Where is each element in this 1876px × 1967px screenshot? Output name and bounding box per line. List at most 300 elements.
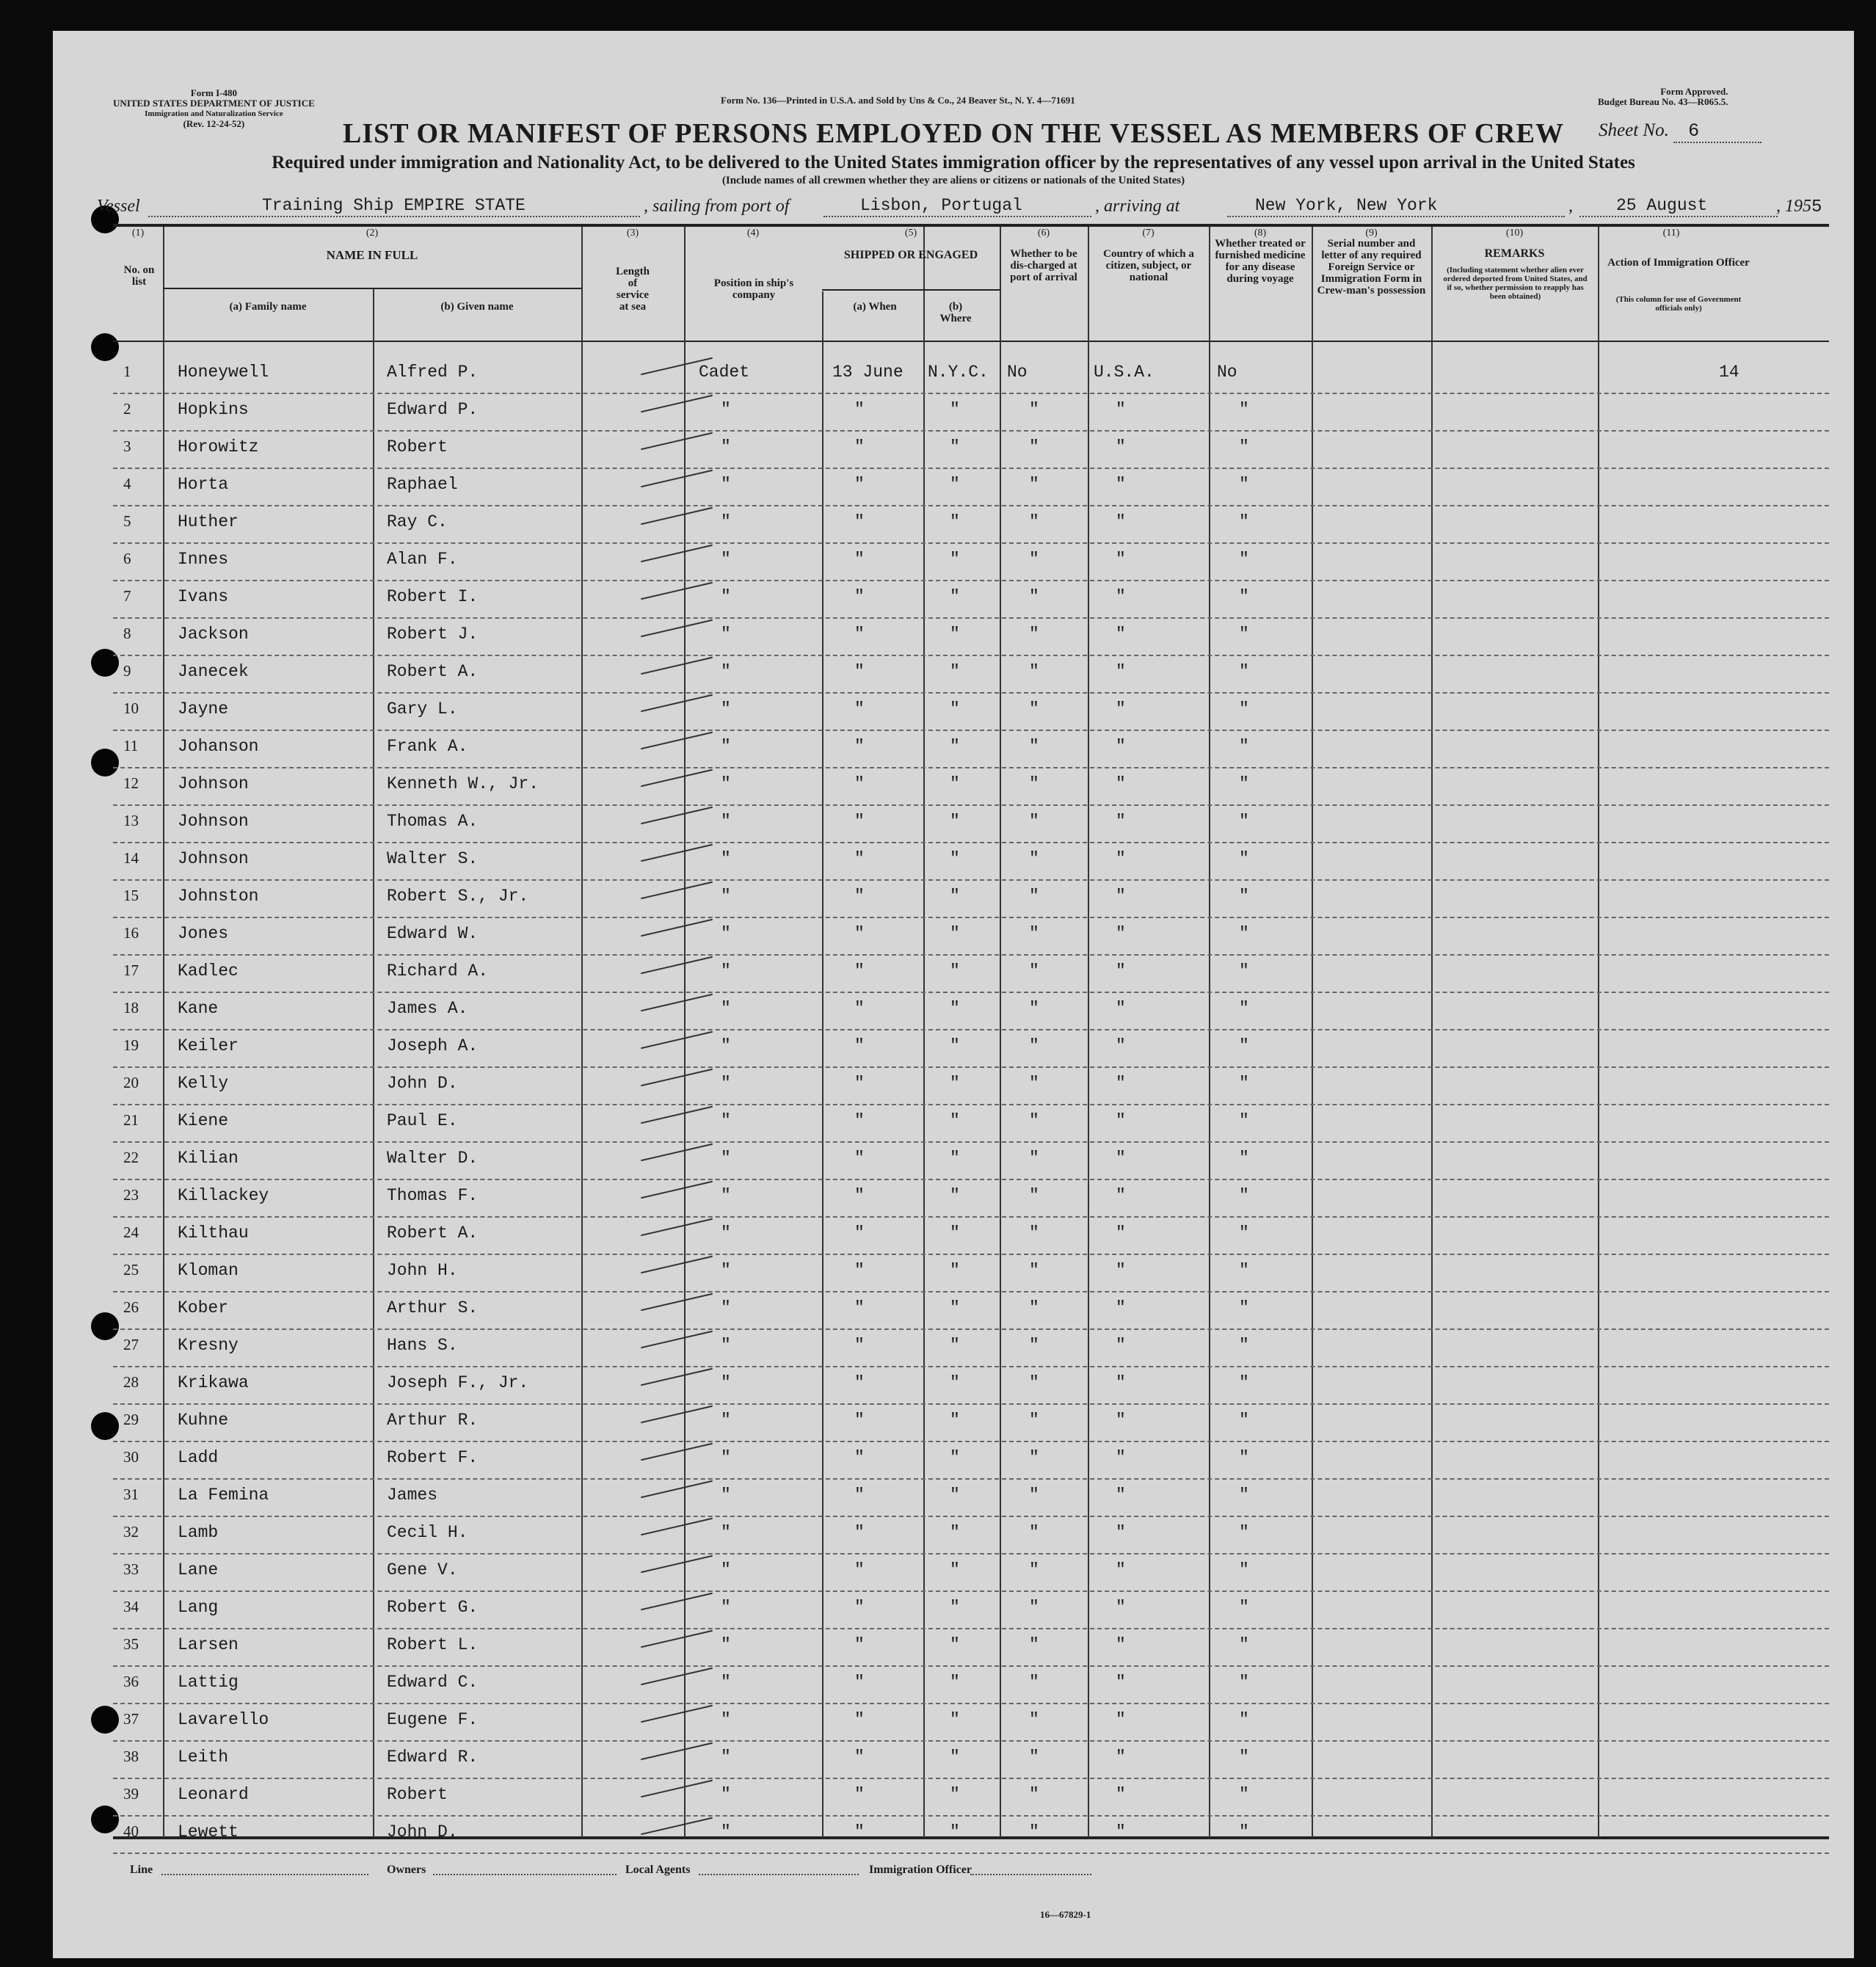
table-row [113, 1590, 1829, 1629]
given-name: Alan F. [387, 550, 458, 569]
shipped-where: " [950, 1598, 960, 1617]
country: " [1116, 1111, 1126, 1130]
col-no-on-list: No. on list [123, 264, 155, 288]
family-name: Honeywell [178, 363, 269, 382]
table-row [113, 355, 1829, 394]
row-number: 37 [123, 1710, 139, 1728]
shipped-where: " [950, 961, 960, 981]
service-check-mark [641, 545, 713, 562]
discharged: " [1029, 699, 1039, 719]
family-name: Horta [178, 475, 229, 494]
table-row [113, 992, 1829, 1030]
family-name: La Femina [178, 1486, 269, 1505]
treated: " [1239, 1598, 1249, 1617]
given-name: Thomas F. [387, 1186, 479, 1205]
row-number: 36 [123, 1673, 139, 1690]
given-name: Ray C. [387, 512, 448, 531]
service-check-mark [641, 1668, 713, 1685]
position: Cadet [699, 363, 750, 382]
shipped-when: " [854, 887, 865, 906]
table-row [113, 1403, 1829, 1442]
table-row [113, 804, 1829, 843]
service-check-mark [641, 1181, 713, 1199]
given-name: Robert A. [387, 662, 479, 681]
position: " [721, 625, 731, 644]
family-name: Keiler [178, 1036, 239, 1055]
discharged: " [1029, 437, 1039, 457]
shipped-when: 13 June [832, 363, 904, 382]
shipped-when: " [854, 849, 865, 868]
table-row [113, 1104, 1829, 1143]
row-number: 5 [123, 512, 131, 530]
given-name: Paul E. [387, 1111, 458, 1130]
table-row [113, 730, 1829, 768]
country: " [1116, 1673, 1126, 1692]
shipped-when: " [854, 961, 865, 981]
row-number: 20 [123, 1074, 139, 1091]
discharged: " [1029, 924, 1039, 943]
country: " [1116, 961, 1126, 981]
position: " [721, 475, 731, 494]
service-check-mark [641, 1593, 713, 1610]
col-country: Country of which a citizen, subject, or national [1103, 248, 1194, 283]
shipped-where: " [950, 437, 960, 457]
service-check-mark [641, 432, 713, 450]
row-number: 34 [123, 1598, 139, 1615]
shipped-where: " [950, 1486, 960, 1505]
table-row [113, 1703, 1829, 1742]
country: " [1116, 1748, 1126, 1767]
treated: No [1217, 363, 1237, 382]
table-row [113, 1441, 1829, 1480]
country: " [1116, 512, 1126, 531]
discharged: " [1029, 1748, 1039, 1767]
service-check-mark [641, 1630, 713, 1648]
shipped-where: " [950, 812, 960, 831]
treated: " [1239, 1822, 1249, 1841]
given-name: Robert F. [387, 1448, 479, 1467]
table-row [113, 1740, 1829, 1779]
table-row [113, 1328, 1829, 1367]
treated: " [1239, 512, 1249, 531]
discharged: " [1029, 1448, 1039, 1467]
treated: " [1239, 849, 1249, 868]
manifest-sheet: Form I-480 UNITED STATES DEPARTMENT OF JUSTICE Immigration and Naturalization Service (Rev. 12-24-52) Form No. 136—Printed in U.S.A. and Sold by Uns & Co., 24 Beaver St., N. Y. 4—71691 Form Approved. Budget Bureau No. 43—R065.5. LIST OR MANIFEST OF PERSONS EMPLOYED ON THE VESSEL AS MEMBERS OF CREW Sheet No. 6 Required under immigration and Nationality Act, to be delivered to the United States immigration officer by the representatives of any vessel upon arrival in the United States (Include names of all crewmen whether they are aliens or citizens or nationals of the United States) Vessel Training Ship EMPIRE STATE , sailing from port of Lisbon, Portugal , arriving at New York, New York , 25 August , 1955 (1) (2) (3) (4) (5) (6) (7) (8) (9) (10) (11) No. on list NAME IN FULL (a) Family name (b) Given name Length of service at sea Position in ship's company SHIPPED OR ENGAGED (a) When (b) Where Whether to be dis-charged at port of arrival Country of which a citizen, subject, or national Whether treated or furnished medicine for any disease during voyage Serial number and letter of any required Foreign Service or Immigration Form in Crew-man's possession REMARKS (Including statement whether alien ever ordered deported from United States, and if so, whether permission to reapply has been obtained) Action of Immigration Officer (This column for use of Government officials only) 1 Honeywell Alfred P. Cadet 13 June N.Y.C. No U.S.A. No 14 2 Hopkins Edward P. " " " " " " 3 Horowitz Robert " " " " " " 4 Horta Raphael " " " " " " 5 Huther Ray C. " " " " " " 6 Innes Alan F. " " " " " " 7 Ivans Robert I. " " " " " " 8 Jackson Robert J. " " " " " " 9 Janecek Robert A. " " " " " " 10 Jayne Gary L. " " " " " " 11 Johanson Frank A. " " " " " " 12 Johnson Kenneth W., Jr. " " " " " " 13 Johnson Thomas A. " " " " " " 14 Johnson Walter S. " " " " " " 15 Johnston Robert S., Jr. " " " " " " 16 Jones Edward W. " " " " " " 17 Kadlec Richard A. " " " " " " 18 Kane James A. " " " " " " 19 Keiler Joseph A. " " " " " " 20 Kelly John D. " " " " " " 21 Kiene Paul E. " " " " " " 22 Kilian Walter D. " " " " " " 23 Killackey Thomas F. " " " " " " 24 Kilthau Robert A. " " " " " " 25 Kloman John H. " " " " " " 26 Kober Arthur S. " " " " " " 27 Kresny Hans S. " " " " " " 28 Krikawa Joseph F., Jr. " " " " " " 29 Kuhne Arthur R. " " " " " " 30 Ladd Robert F. " " " " " " 31 La Femina James " " " " " " 32 Lamb Cecil H. " " " " " " 33 Lane Gene V. " " " " " " 34 Lang Robert G. " " " " " " 35 Larsen Robert L. " " " " " " 36 Lattig Edward C. " " " " " " 37 Lavarello Eugene F. " " " " " " 38 Leith Edward R. " " " " " " 39 Leonard Robert " " " " " " 40 Lewett John D. " " " " " " Line Owners Local Agents Immigration Officer 16—67829-1 [53, 31, 1854, 1958]
given-name: Raphael [387, 475, 458, 494]
shipped-when: " [854, 625, 865, 644]
table-row [113, 468, 1829, 506]
col-discharged: Whether to be dis-charged at port of arrival [1010, 248, 1077, 283]
discharged: " [1029, 400, 1039, 419]
treated: " [1239, 924, 1249, 943]
treated: " [1239, 550, 1249, 569]
treated: " [1239, 999, 1249, 1018]
col-length-of-service: Length of service at sea [616, 266, 650, 313]
position: " [721, 1074, 731, 1093]
country: " [1116, 1785, 1126, 1804]
family-name: Lane [178, 1560, 219, 1579]
revision: (Rev. 12-24-52) [183, 118, 245, 129]
country: " [1116, 699, 1126, 719]
sheet-value: 6 [1673, 120, 1762, 143]
col-shipped-or-engaged: SHIPPED OR ENGAGED [843, 249, 978, 261]
country: " [1116, 1635, 1126, 1654]
discharged: " [1029, 1224, 1039, 1243]
country: " [1116, 1822, 1126, 1841]
discharged: " [1029, 1560, 1039, 1579]
family-name: Killackey [178, 1186, 269, 1205]
shipped-where: " [950, 400, 960, 419]
family-name: Kilian [178, 1149, 239, 1168]
discharged: " [1029, 1785, 1039, 1804]
family-name: Lattig [178, 1673, 239, 1692]
shipped-when: " [854, 1411, 865, 1430]
given-name: John D. [387, 1822, 458, 1841]
country: " [1116, 924, 1126, 943]
shipped-where: " [950, 625, 960, 644]
country: " [1116, 1336, 1126, 1355]
country: " [1116, 1411, 1126, 1430]
treated: " [1239, 774, 1249, 793]
given-name: John H. [387, 1261, 458, 1280]
family-name: Johnson [178, 849, 249, 868]
given-name: Edward P. [387, 400, 479, 419]
position: " [721, 1186, 731, 1205]
treated: " [1239, 887, 1249, 906]
shipped-when: " [854, 1748, 865, 1767]
treated: " [1239, 1149, 1249, 1168]
position: " [721, 1560, 731, 1579]
shipped-when: " [854, 1373, 865, 1392]
given-name: Joseph F., Jr. [387, 1373, 529, 1392]
given-name: John D. [387, 1074, 458, 1093]
given-name: Kenneth W., Jr. [387, 774, 539, 793]
family-name: Johnson [178, 812, 249, 831]
position: " [721, 1224, 731, 1243]
row-number: 26 [123, 1298, 139, 1316]
discharged: " [1029, 587, 1039, 606]
sailing-port: Lisbon, Portugal [860, 196, 1022, 215]
given-name: Alfred P. [387, 363, 479, 382]
discharged: " [1029, 1598, 1039, 1617]
col-treated: Whether treated or furnished medicine for any disease during voyage [1215, 238, 1306, 285]
family-name: Innes [178, 550, 229, 569]
table-row [113, 1291, 1829, 1330]
country: " [1116, 625, 1126, 644]
shipped-when: " [854, 1598, 865, 1617]
col-name-in-full: NAME IN FULL [326, 248, 418, 262]
country: " [1116, 437, 1126, 457]
given-name: Robert S., Jr. [387, 887, 529, 906]
vessel-label: Vessel [97, 197, 140, 216]
family-name: Leonard [178, 1785, 249, 1804]
given-name: Robert L. [387, 1635, 479, 1654]
position: " [721, 999, 731, 1018]
discharged: " [1029, 1111, 1039, 1130]
position: " [721, 1411, 731, 1430]
table-row [113, 617, 1829, 656]
table-row [113, 1141, 1829, 1180]
discharged: " [1029, 961, 1039, 981]
given-name: Thomas A. [387, 812, 479, 831]
discharged: " [1029, 625, 1039, 644]
row-number: 10 [123, 699, 139, 717]
discharged: " [1029, 1523, 1039, 1542]
given-name: Robert [387, 1785, 448, 1804]
col-given-name: (b) Given name [440, 301, 514, 313]
table-row [113, 542, 1829, 581]
shipped-where: " [950, 1448, 960, 1467]
service-check-mark [641, 1555, 713, 1573]
sheet-number [1599, 120, 1762, 143]
shipped-where: " [950, 1298, 960, 1317]
given-name: Gary L. [387, 699, 458, 719]
family-name: Kober [178, 1298, 229, 1317]
shipped-where: " [950, 1261, 960, 1280]
shipped-where: " [950, 849, 960, 868]
col-remarks-note: (Including statement whether alien ever ordered deported from United States, and if so, whether permission to reapply has been obtained) [1443, 266, 1588, 301]
shipped-where: " [950, 1336, 960, 1355]
shipped-when: " [854, 512, 865, 531]
country: " [1116, 1710, 1126, 1729]
country: " [1116, 1261, 1126, 1280]
shipped-when: " [854, 1635, 865, 1654]
family-name: Lewett [178, 1822, 239, 1841]
position: " [721, 961, 731, 981]
country: " [1116, 1224, 1126, 1243]
given-name: Hans S. [387, 1336, 458, 1355]
shipped-when: " [854, 774, 865, 793]
family-name: Johnson [178, 774, 249, 793]
family-name: Lamb [178, 1523, 219, 1542]
position: " [721, 1710, 731, 1729]
arrival-date: 25 August [1616, 196, 1708, 215]
table-row [113, 1366, 1829, 1405]
discharged: No [1007, 363, 1028, 382]
family-name: Kuhne [178, 1411, 229, 1430]
form-approved: Form Approved. [1660, 86, 1728, 97]
given-name: Edward C. [387, 1673, 479, 1692]
row-number: 28 [123, 1373, 139, 1391]
family-name: Kiene [178, 1111, 229, 1130]
table-row [113, 1665, 1829, 1704]
shipped-when: " [854, 1186, 865, 1205]
position: " [721, 849, 731, 868]
service-check-mark [641, 1480, 713, 1498]
shipped-when: " [854, 587, 865, 606]
row-number: 4 [123, 475, 131, 492]
country: " [1116, 1598, 1126, 1617]
position: " [721, 1486, 731, 1505]
given-name: Edward R. [387, 1748, 479, 1767]
discharged: " [1029, 1673, 1039, 1692]
discharged: " [1029, 812, 1039, 831]
row-number: 16 [123, 924, 139, 942]
treated: " [1239, 1074, 1249, 1093]
row-number: 8 [123, 625, 131, 642]
row-number: 18 [123, 999, 139, 1017]
country: " [1116, 999, 1126, 1018]
service-check-mark [641, 1031, 713, 1049]
treated: " [1239, 1261, 1249, 1280]
table-row [113, 954, 1829, 993]
country: " [1116, 774, 1126, 793]
service-check-mark [641, 956, 713, 974]
shipped-when: " [854, 1111, 865, 1130]
vessel-line: Vessel Training Ship EMPIRE STATE , sailing from port of Lisbon, Portugal , arriving at New York, New York , 25 August , 1955 [97, 196, 1822, 217]
shipped-when: " [854, 999, 865, 1018]
table-row [113, 580, 1829, 619]
service-check-mark [641, 769, 713, 787]
table-row [113, 1029, 1829, 1068]
table-row [113, 692, 1829, 731]
position: " [721, 662, 731, 681]
shipped-when: " [854, 1074, 865, 1093]
country: " [1116, 1149, 1126, 1168]
country: " [1116, 662, 1126, 681]
shipped-when: " [854, 1486, 865, 1505]
service-check-mark [641, 582, 713, 600]
col-where: (b) Where [939, 301, 972, 324]
table-row [113, 430, 1829, 469]
row-number: 31 [123, 1486, 139, 1503]
shipped-when: " [854, 699, 865, 719]
row-number: 23 [123, 1186, 139, 1204]
department: UNITED STATES DEPARTMENT OF JUSTICE [113, 98, 315, 109]
col-when: (a) When [853, 301, 897, 313]
row-number: 12 [123, 774, 139, 792]
country: " [1116, 1560, 1126, 1579]
treated: " [1239, 400, 1249, 419]
given-name: Joseph A. [387, 1036, 479, 1055]
table-row [113, 1179, 1829, 1218]
given-name: Robert A. [387, 1224, 479, 1243]
country: " [1116, 475, 1126, 494]
position: " [721, 1748, 731, 1767]
service-check-mark [641, 1218, 713, 1236]
row-number: 3 [123, 437, 131, 455]
table-row [113, 1066, 1829, 1105]
country: " [1116, 1074, 1126, 1093]
table-row [113, 505, 1829, 544]
position: " [721, 1373, 731, 1392]
service-check-mark [641, 919, 713, 937]
given-name: James A. [387, 999, 468, 1018]
discharged: " [1029, 774, 1039, 793]
footer-owners-label: Owners [387, 1864, 426, 1876]
treated: " [1239, 1748, 1249, 1767]
budget-bureau: Budget Bureau No. 43—R065.5. [1598, 96, 1728, 107]
printer-line: Form No. 136—Printed in U.S.A. and Sold by Uns & Co., 24 Beaver St., N. Y. 4—71691 [721, 95, 1075, 106]
position: " [721, 1523, 731, 1542]
col-serial: Serial number and letter of any required Foreign Service or Immigration Form in Crew-man's possession [1317, 238, 1426, 297]
shipped-where: " [950, 1036, 960, 1055]
discharged: " [1029, 1411, 1039, 1430]
family-name: Leith [178, 1748, 229, 1767]
discharged: " [1029, 1149, 1039, 1168]
discharged: " [1029, 662, 1039, 681]
row-number: 9 [123, 662, 131, 680]
family-name: Kane [178, 999, 219, 1018]
shipped-where: " [950, 999, 960, 1018]
row-number: 21 [123, 1111, 139, 1129]
given-name: Walter D. [387, 1149, 479, 1168]
given-name: Arthur S. [387, 1298, 479, 1317]
country: " [1116, 887, 1126, 906]
position: " [721, 1261, 731, 1280]
treated: " [1239, 1111, 1249, 1130]
footer-agents-label: Local Agents [625, 1864, 691, 1876]
shipped-when: " [854, 1710, 865, 1729]
shipped-when: " [854, 550, 865, 569]
country: " [1116, 400, 1126, 419]
table-row [113, 917, 1829, 956]
service-check-mark [641, 881, 713, 899]
family-name: Kilthau [178, 1224, 249, 1243]
table-row [113, 879, 1829, 918]
shipped-when: " [854, 1261, 865, 1280]
family-name: Johanson [178, 737, 259, 756]
treated: " [1239, 1560, 1249, 1579]
row-number: 40 [123, 1822, 139, 1840]
position: " [721, 437, 731, 457]
treated: " [1239, 1785, 1249, 1804]
row-number: 11 [123, 737, 139, 755]
family-name: Hopkins [178, 400, 249, 419]
treated: " [1239, 1373, 1249, 1392]
row-number: 22 [123, 1149, 139, 1166]
country: " [1116, 1298, 1126, 1317]
shipped-where: " [950, 1785, 960, 1804]
family-name: Krikawa [178, 1373, 249, 1392]
family-name: Larsen [178, 1635, 239, 1654]
position: " [721, 1822, 731, 1841]
treated: " [1239, 1523, 1249, 1542]
position: " [721, 1785, 731, 1804]
shipped-where: " [950, 662, 960, 681]
col-position: Position in ship's company [713, 277, 794, 301]
given-name: Robert [387, 437, 448, 457]
row-number: 29 [123, 1411, 139, 1428]
position: " [721, 699, 731, 719]
position: " [721, 1149, 731, 1168]
treated: " [1239, 1336, 1249, 1355]
treated: " [1239, 1298, 1249, 1317]
position: " [721, 1598, 731, 1617]
row-number: 39 [123, 1785, 139, 1803]
service-check-mark [641, 844, 713, 862]
year: , 1955 [1776, 197, 1822, 217]
shipped-where: " [950, 774, 960, 793]
country: " [1116, 1036, 1126, 1055]
shipped-when: " [854, 924, 865, 943]
shipped-where: N.Y.C. [928, 363, 989, 382]
country: " [1116, 1523, 1126, 1542]
shipped-where: " [950, 1074, 960, 1093]
discharged: " [1029, 737, 1039, 756]
table-row [113, 393, 1829, 432]
discharged: " [1029, 1036, 1039, 1055]
treated: " [1239, 662, 1249, 681]
service-check-mark [641, 1443, 713, 1461]
form-code: 16—67829-1 [1040, 1909, 1091, 1920]
shipped-when: " [854, 1036, 865, 1055]
position: " [721, 1673, 731, 1692]
row-number: 24 [123, 1224, 139, 1241]
table-row [113, 1553, 1829, 1592]
shipped-when: " [854, 1822, 865, 1841]
shipped-where: " [950, 1411, 960, 1430]
